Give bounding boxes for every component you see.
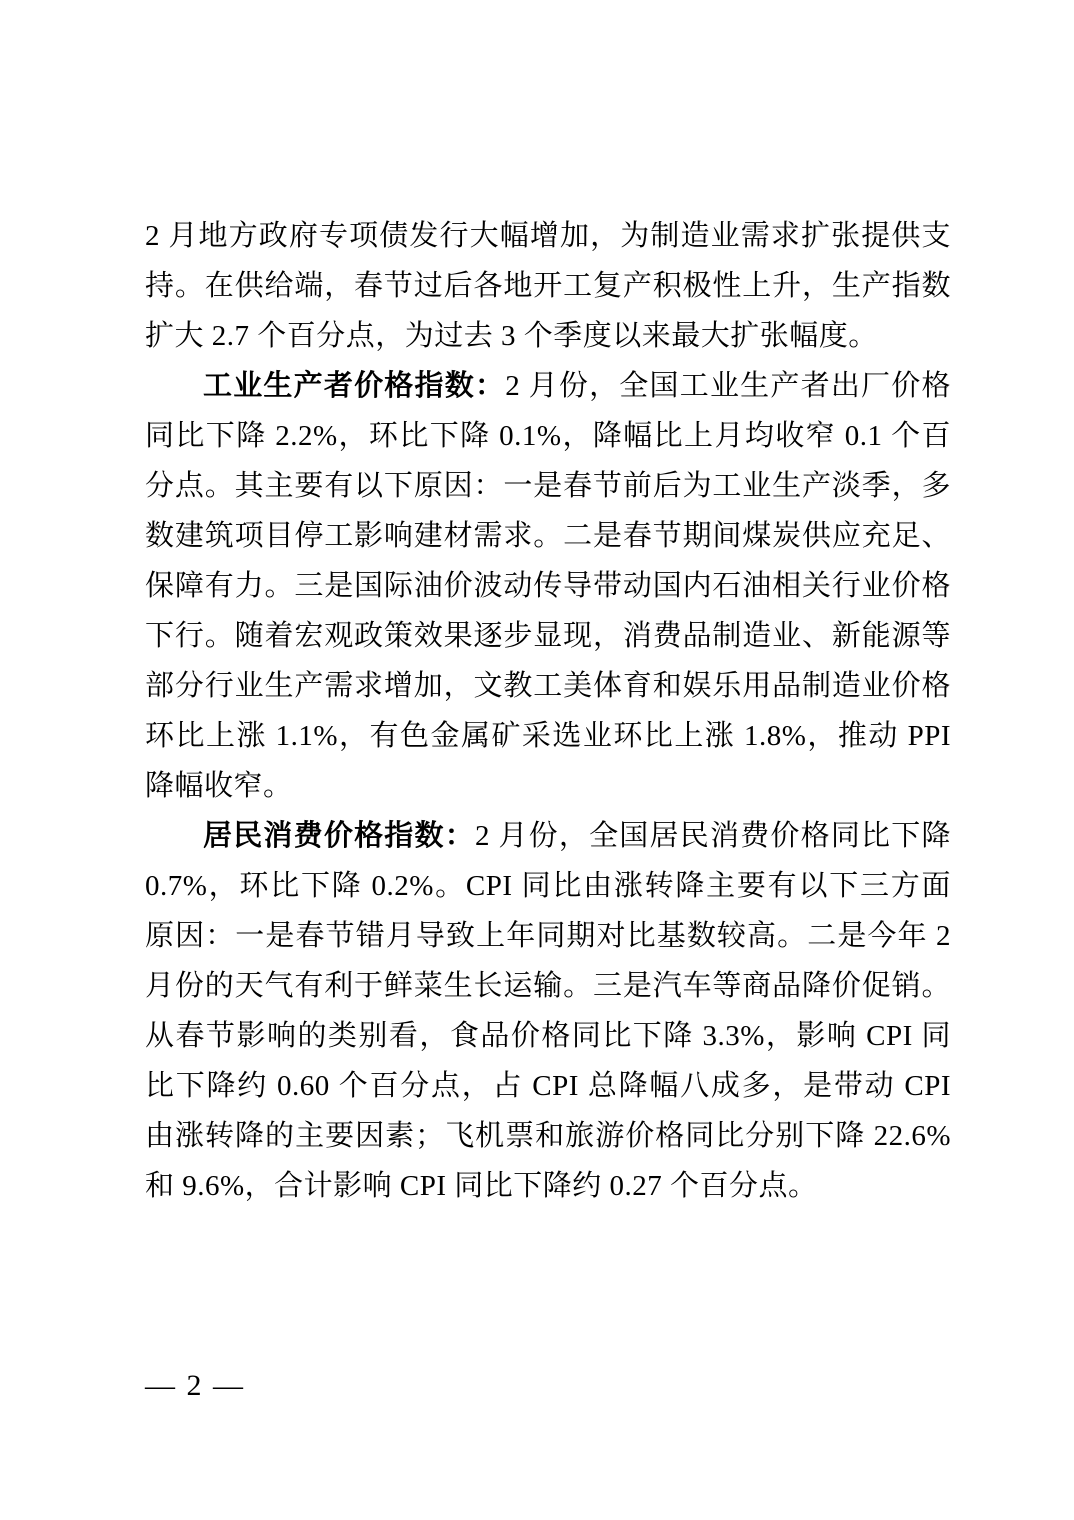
paragraph-continuation [145,211,951,361]
paragraph-ppi-text: 2 月份，全国工业生产者出厂价格同比下降 2.2%，环比下降 0.1%，降幅比上月均收窄 0.1 个百分点。其主要有以下原因：一是春节前后为工业生产淡季，多数建筑项目停工影响建材需求。二是春节期间煤炭供应充足、保障有力。三是国际油价波动传导带动国内石油相关行业价格下行。随着宏观政策效果逐步显现，消费品制造业、新能源等部分行业生产需求增加，文教工美体育和娱乐用品制造业价格环比上涨 1.1%，有色金属矿采选业环比上涨 1.8%，推动 PPI 降幅收窄。 [145,370,951,802]
paragraph-cpi [145,811,951,1211]
paragraph-ppi-heading: 工业生产者价格指数： [203,370,506,402]
page-number: — 2 — [145,1369,245,1402]
paragraph-continuation-text: 2 月地方政府专项债发行大幅增加，为制造业需求扩张提供支持。在供给端，春节过后各地开工复产积极性上升，生产指数扩大 2.7 个百分点，为过去 3 个季度以来最大扩张幅度。 [145,220,951,352]
paragraph-cpi-heading: 居民消费价格指数： [203,820,475,852]
paragraph-ppi [145,361,951,811]
paragraph-cpi-text: 2 月份，全国居民消费价格同比下降 0.7%，环比下降 0.2%。CPI 同比由涨转降主要有以下三方面原因：一是春节错月导致上年同期对比基数较高。二是今年 2 月份的天气有利于鲜菜生长运输。三是汽车等商品降价促销。从春节影响的类别看，食品价格同比下降 3.3%，影响 CPI 同比下降约 0.60 个百分点，占 CPI 总降幅八成多，是带动 CPI 由涨转降的主要因素；飞机票和旅游价格同比分别下降 22.6%和 9.6%，合计影响 CPI 同比下降约 0.27 个百分点。 [145,820,951,1202]
document-body [145,211,951,1211]
